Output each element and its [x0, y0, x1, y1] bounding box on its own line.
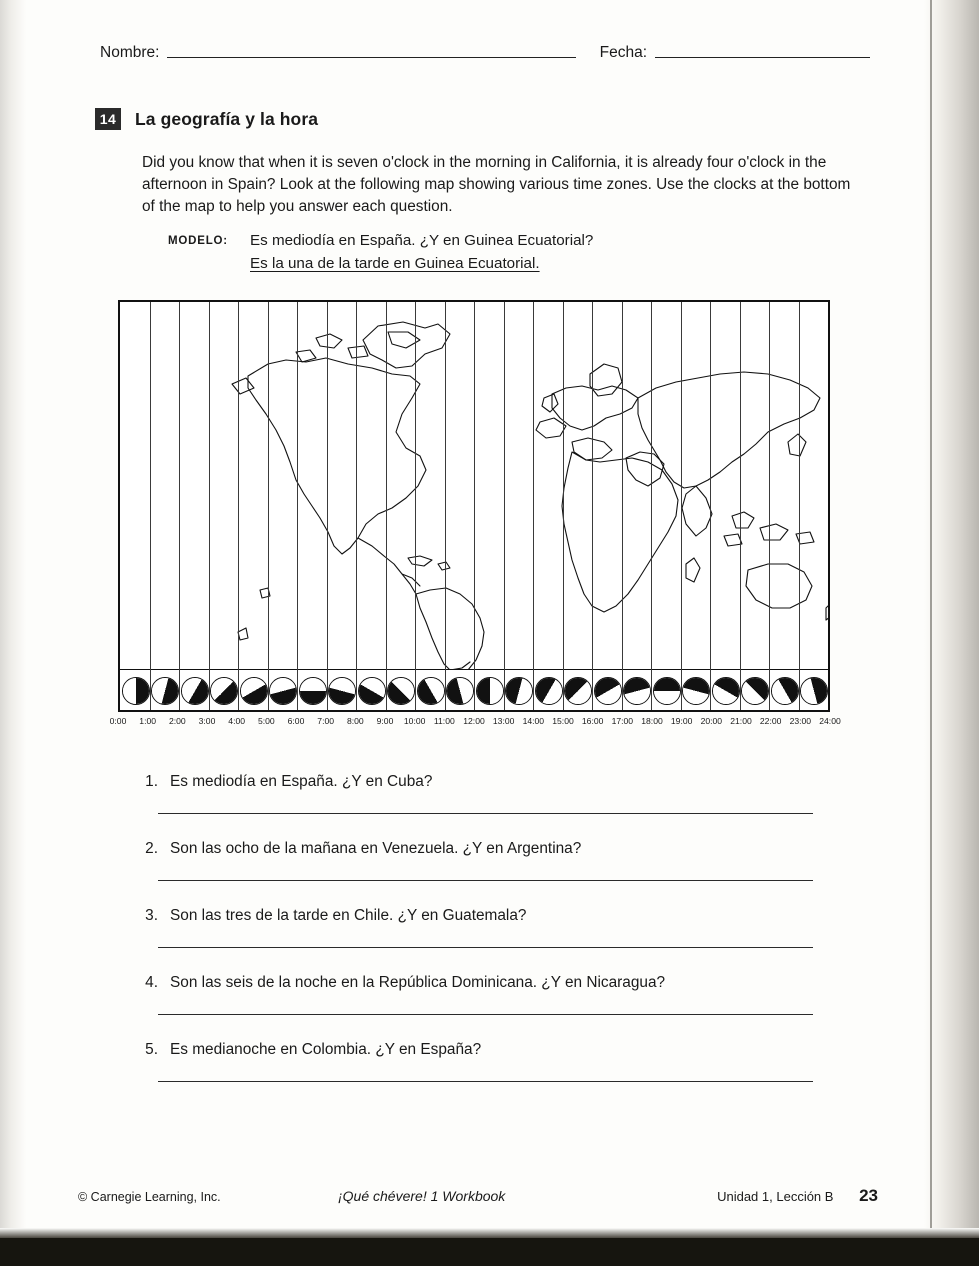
time-tick-label: 22:00: [759, 716, 782, 726]
timezone-line: [681, 302, 682, 710]
timezone-line: [504, 302, 505, 710]
clock-shading: [772, 678, 798, 704]
question-list: [128, 772, 828, 1107]
timezone-line: [799, 302, 800, 710]
clock-face: [446, 677, 474, 705]
clock-shading: [595, 678, 621, 704]
answer-write-line[interactable]: [158, 880, 813, 881]
clock-shading: [801, 678, 827, 704]
clock-face: [210, 677, 238, 705]
clock-face: [535, 677, 563, 705]
question-row: [128, 839, 828, 859]
time-tick-label: 14:00: [522, 716, 545, 726]
activity-title: La geografía y la hora: [135, 108, 319, 129]
scan-bottom-bar: [0, 1238, 979, 1266]
time-tick-label: 18:00: [641, 716, 663, 726]
timezone-line: [651, 302, 652, 710]
clock-shading: [359, 678, 385, 704]
clock-shading: [152, 678, 178, 704]
clock-face: [712, 677, 740, 705]
timezone-line: [327, 302, 328, 710]
timezone-line: [445, 302, 446, 710]
footer-copyright: © Carnegie Learning, Inc.: [78, 1190, 221, 1204]
timezone-line: [238, 302, 239, 710]
clock-shading: [300, 678, 326, 704]
question-number: 3.: [145, 907, 158, 925]
clock-shading: [713, 678, 739, 704]
time-tick-label: 20:00: [700, 716, 723, 726]
clock-shading: [654, 678, 680, 704]
clock-face: [476, 677, 504, 705]
time-tick-label: 11:00: [433, 716, 455, 726]
time-tick-label: 0:00: [109, 716, 127, 726]
answer-write-line[interactable]: [158, 947, 813, 948]
timezone-line: [209, 302, 210, 710]
timezone-line: [415, 302, 416, 710]
time-tick-label: 12:00: [463, 716, 485, 726]
question-text: Es medianoche en Colombia. ¿Y en España?: [170, 1041, 482, 1059]
question-item: [128, 1040, 828, 1082]
time-tick-label: 2:00: [168, 716, 186, 726]
footer-unit-label: Unidad 1, Lección B: [717, 1189, 834, 1204]
clock-shading: [418, 678, 444, 704]
time-tick-label: 19:00: [670, 716, 693, 726]
question-item: [128, 973, 828, 1015]
timezone-line: [268, 302, 269, 710]
clock-face: [417, 677, 445, 705]
time-tick-label: 8:00: [346, 716, 364, 726]
name-date-row: [100, 44, 870, 62]
question-row: [128, 772, 828, 792]
clock-face: [623, 677, 651, 705]
footer-unit: [678, 1186, 878, 1206]
modelo-block: [168, 232, 593, 272]
clock-face: [800, 677, 828, 705]
date-write-line[interactable]: [655, 45, 870, 58]
page-footer: [78, 1186, 878, 1206]
time-tick-label: 5:00: [257, 716, 275, 726]
time-tick-label: 4:00: [228, 716, 246, 726]
time-tick-label: 23:00: [789, 716, 812, 726]
time-tick-label: 10:00: [403, 716, 426, 726]
question-number: 1.: [145, 773, 158, 790]
timezone-line: [150, 302, 151, 710]
time-tick-labels: [109, 716, 841, 732]
time-tick-label: 17:00: [611, 716, 634, 726]
question-item: [128, 772, 828, 814]
timezone-line: [179, 302, 180, 710]
name-write-line[interactable]: [167, 45, 575, 58]
time-tick-label: 13:00: [492, 716, 515, 726]
time-tick-label: 3:00: [198, 716, 216, 726]
clock-shading: [123, 678, 149, 704]
clock-shading: [270, 678, 296, 704]
time-tick-label: 16:00: [581, 716, 604, 726]
timezone-line: [474, 302, 475, 710]
modelo-label: MODELO:: [168, 235, 228, 247]
timezone-line: [592, 302, 593, 710]
clock-shading: [182, 678, 208, 704]
clock-shading: [211, 678, 237, 704]
modelo-answer: Es la una de la tarde en Guinea Ecuatorial.: [250, 255, 540, 272]
timezone-line: [533, 302, 534, 710]
clock-face: [741, 677, 769, 705]
answer-write-line[interactable]: [158, 1014, 813, 1015]
clock-shading: [477, 678, 503, 704]
clock-shading: [565, 678, 591, 704]
date-label: Fecha:: [599, 44, 647, 61]
clock-shading: [241, 678, 267, 704]
clock-shading: [329, 678, 355, 704]
clock-face: [682, 677, 710, 705]
timezone-line: [769, 302, 770, 710]
timezone-line: [356, 302, 357, 710]
clock-shading: [388, 678, 414, 704]
question-row: [128, 973, 828, 993]
clock-shading: [506, 678, 532, 704]
time-tick-label: 21:00: [730, 716, 752, 726]
map-frame: [118, 300, 830, 712]
timezone-line: [563, 302, 564, 710]
timezone-line: [297, 302, 298, 710]
clock-shading: [683, 678, 709, 704]
activity-instructions: Did you know that when it is seven o'clock in the morning in California, it is already four o'clock in the afternoon in Spain? Look at the following map showing various time zones. Use the clocks at the bottom of the map to help you answer each question.: [142, 154, 851, 215]
question-text: Son las ocho de la mañana en Venezuela. ¿Y en Argentina?: [170, 840, 582, 858]
activity-number-badge: 14: [95, 108, 121, 130]
footer-book-title: ¡Qué chévere! 1 Workbook: [338, 1188, 506, 1204]
clock-face: [299, 677, 327, 705]
modelo-lines: [250, 232, 593, 272]
page-number: 23: [859, 1186, 878, 1205]
question-number: 5.: [145, 1041, 158, 1059]
clock-face: [771, 677, 799, 705]
clock-face: [269, 677, 297, 705]
timezone-line: [740, 302, 741, 710]
clock-shading: [536, 678, 562, 704]
answer-write-line[interactable]: [158, 1081, 813, 1082]
clock-face: [151, 677, 179, 705]
question-number: 4.: [145, 974, 158, 992]
answer-write-line[interactable]: [158, 813, 813, 814]
clock-face: [653, 677, 681, 705]
clock-face: [505, 677, 533, 705]
name-label: Nombre:: [100, 44, 160, 61]
time-tick-label: 6:00: [287, 716, 305, 726]
question-text: Son las seis de la noche en la República Dominicana. ¿Y en Nicaragua?: [170, 974, 666, 992]
clock-face: [328, 677, 356, 705]
timezone-line: [386, 302, 387, 710]
clock-face: [240, 677, 268, 705]
question-item: [128, 839, 828, 881]
time-tick-label: 24:00: [819, 716, 841, 726]
time-tick-label: 15:00: [552, 716, 574, 726]
question-row: [128, 1040, 828, 1060]
question-text: Son las tres de la tarde en Chile. ¿Y en Guatemala?: [170, 907, 527, 925]
clock-shading: [742, 678, 768, 704]
time-tick-label: 1:00: [139, 716, 157, 726]
modelo-question: Es mediodía en España. ¿Y en Guinea Ecuatorial?: [250, 232, 594, 249]
timezone-line: [710, 302, 711, 710]
activity-heading: [95, 108, 318, 130]
clock-face: [594, 677, 622, 705]
time-tick-label: 9:00: [376, 716, 394, 726]
clock-face: [181, 677, 209, 705]
time-zone-map: [118, 300, 830, 712]
question-number: 2.: [145, 840, 158, 858]
clock-shading: [624, 678, 650, 704]
clock-face: [564, 677, 592, 705]
clock-face: [358, 677, 386, 705]
clock-face: [387, 677, 415, 705]
question-row: [128, 906, 828, 926]
time-tick-label: 7:00: [317, 716, 335, 726]
question-item: [128, 906, 828, 948]
clock-shading: [447, 678, 473, 704]
question-text: Es mediodía en España. ¿Y en Cuba?: [170, 773, 433, 790]
timezone-line: [622, 302, 623, 710]
clock-face: [122, 677, 150, 705]
